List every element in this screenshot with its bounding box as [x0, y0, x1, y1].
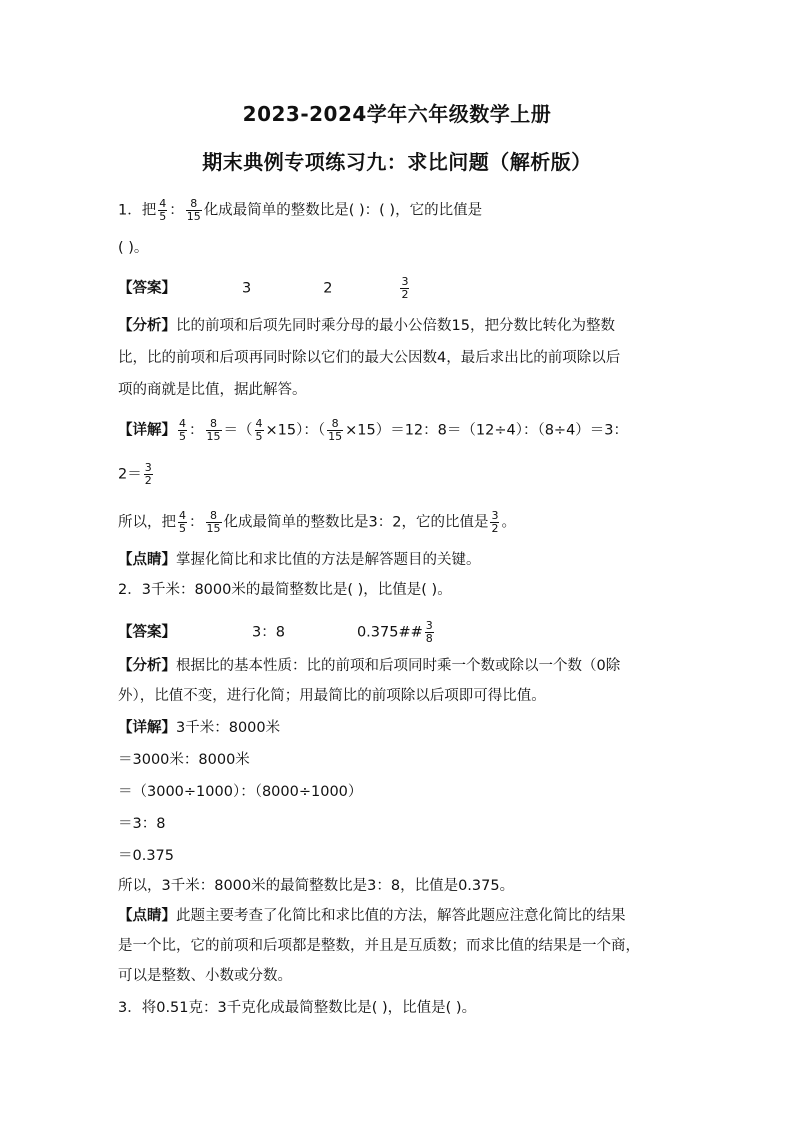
q3-question: 3．将0.51克：3千克化成最简整数比是( )，比值是( )。	[118, 1000, 477, 1016]
q2-analysis-line1	[118, 656, 676, 676]
q1-detail-line2: 2＝ $\frac{3}{2}$	[118, 461, 152, 487]
q2-answer	[118, 620, 676, 645]
document-subtitle: 期末典例专项练习九：求比问题（解析版）	[202, 150, 592, 174]
fraction: $\frac{4}{5}$	[179, 509, 186, 535]
fraction: $\frac{3}{2}$	[491, 509, 499, 535]
q2-point-line1	[118, 906, 676, 926]
q1-text: 化成最简单的整数比是( )：( )，它的比值是	[203, 202, 483, 219]
point-tag: 【点睛】	[118, 552, 176, 568]
q1-answer	[118, 276, 676, 301]
fraction: $\frac{8}{15}$	[328, 417, 343, 443]
fraction: $\frac{8}{15}$	[206, 417, 221, 443]
analysis-text: 比的前项和后项先同时乘分母的最小公倍数15，把分数比转化为整数	[176, 318, 615, 334]
q1-question	[118, 198, 676, 223]
answer-fraction: $\frac{3}{2}$	[401, 275, 409, 301]
q2-point-line2: 是一个比，它的前项和后项都是整数，并且是互质数；而求比值的结果是一个商，	[118, 938, 640, 954]
fraction: $\frac{4}{5}$	[255, 417, 263, 443]
detail-tag: 【详解】	[118, 422, 176, 439]
fraction: $\frac{3}{2}$	[144, 461, 152, 487]
q1-analysis-line3: 项的商就是比值，据此解答。	[118, 382, 307, 398]
q2-conclusion: 所以，3千米：8000米的最简整数比是3：8，比值是0.375。	[118, 878, 515, 894]
document-title: 2023-2024学年六年级数学上册	[242, 102, 552, 126]
answer-value: 3：8	[252, 624, 285, 641]
q2-analysis-line2: 外），比值不变，进行化简；用最简比的前项除以后项即可得比值。	[118, 688, 546, 704]
answer-value: 3	[242, 280, 252, 297]
q2-point-line3: 可以是整数、小数或分数。	[118, 968, 292, 984]
q1-analysis-line2: 比，比的前项和后项再同时除以它们的最大公因数4，最后求出比的前项除以后	[118, 350, 621, 366]
point-tag: 【点睛】	[118, 908, 176, 924]
answer-value: 2	[323, 280, 333, 297]
fraction: $\frac{4}{5}$	[179, 417, 186, 443]
q1-lead: 1．把	[118, 202, 157, 219]
answer-tag: 【答案】	[118, 624, 176, 641]
q1-question-line2: ( )。	[118, 240, 149, 256]
q2-detail-line3: ＝（3000÷1000）：（8000÷1000）	[118, 784, 363, 800]
fraction: $\frac{4}{5}$	[159, 197, 167, 223]
answer-fraction: $\frac{3}{8}$	[425, 619, 433, 645]
analysis-text: 根据比的基本性质：比的前项和后项同时乘一个数或除以一个数（0除	[176, 658, 621, 674]
detail-text: 3千米：8000米	[176, 720, 281, 736]
point-text: 掌握化简比和求比值的方法是解答题目的关键。	[176, 552, 481, 568]
analysis-tag: 【分析】	[118, 318, 176, 334]
analysis-tag: 【分析】	[118, 658, 176, 674]
q1-analysis-line1	[118, 316, 676, 336]
answer-value: 0.375##	[356, 624, 423, 641]
q2-detail-line2: ＝3000米：8000米	[118, 752, 250, 768]
q1-conclusion: 所以，把 $\frac{4}{5}$ ： $\frac{8}{15}$ 化成最简单的整数比是3：2，它的比值是 $\frac{3}{2}$ 。	[118, 509, 516, 535]
q2-detail-line4: ＝3：8	[118, 816, 166, 832]
q1-detail-line1: 【详解】 $\frac{4}{5}$ ： $\frac{8}{15}$ ＝（ $\frac{4}{5}$ ×15）：（ $\frac{8}{15}$ ×15）＝12：8＝（12÷4）：（8÷4）＝3：	[118, 417, 629, 443]
q2-question: 2．3千米：8000米的最简整数比是( )，比值是( )。	[118, 582, 452, 598]
fraction: $\frac{8}{15}$	[206, 509, 221, 535]
detail-tag: 【详解】	[118, 720, 176, 736]
colon: ：	[169, 202, 184, 219]
answer-tag: 【答案】	[118, 280, 176, 297]
q1-point	[118, 550, 676, 570]
q2-detail-line1	[118, 718, 676, 738]
fraction: $\frac{8}{15}$	[186, 197, 201, 223]
point-text: 此题主要考查了化简比和求比值的方法，解答此题应注意化简比的结果	[176, 908, 626, 924]
q2-detail-line5: ＝0.375	[118, 848, 175, 864]
